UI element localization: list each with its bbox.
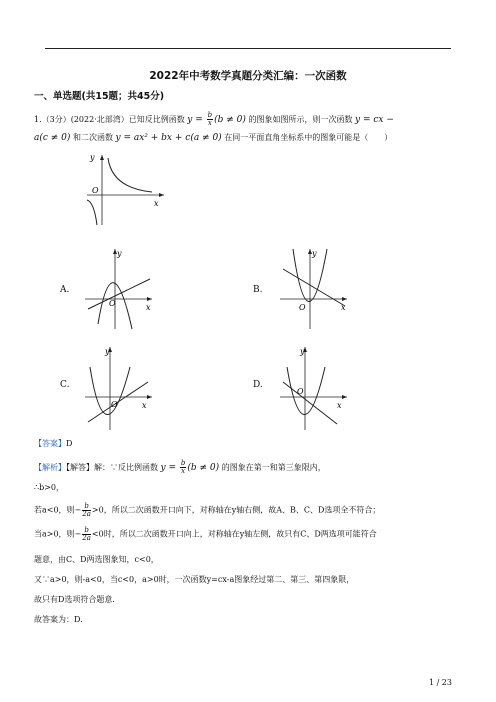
- option-a-graph: [80, 244, 160, 332]
- answer-line: [34, 438, 72, 449]
- question-line-2: a(c ≠ 0) 和二次函数 y = ax² + bx + c(a ≠ 0) 在同一平面直角坐标系中的图象可能是（ ）: [34, 133, 393, 143]
- axis-x-label: x: [341, 303, 346, 312]
- option-d-graph: [275, 342, 355, 432]
- axis-y-label: y: [90, 153, 95, 162]
- header-rule: [45, 48, 451, 49]
- analysis-line-8: 故答案为：D.: [34, 615, 83, 624]
- answer-value: D: [66, 439, 73, 448]
- page-number: 1 / 23: [428, 678, 452, 687]
- analysis-line-4: 当a>0，则− $\frac{b}{2a}$ <0时，所以二次函数开口向上，对称轴在y轴左侧，故只有C、D两选项可能符合: [34, 526, 377, 542]
- axis-x-label: x: [146, 303, 151, 312]
- question-line-1: 1.（3分）(2022·北部湾）已知反比例函数 y = $\frac{b}{x}$ (b ≠ 0) 的图象如图所示，则一次函数 y = cx −: [34, 111, 394, 127]
- option-d-label: D.: [253, 380, 263, 390]
- origin-label: O: [92, 186, 99, 195]
- hyperbola-graph: [82, 150, 172, 230]
- option-b-label: B.: [253, 285, 263, 295]
- origin-label: O: [299, 303, 306, 312]
- option-c-graph: [80, 342, 160, 432]
- section-heading: 一、单选题(共15题；共45分): [34, 91, 165, 102]
- option-c-label: C.: [60, 380, 70, 390]
- analysis-line-5: 题意，由C、D两选图象知，c<0，: [34, 555, 159, 564]
- axis-x-label: x: [154, 199, 159, 208]
- option-a-label: A.: [60, 285, 70, 295]
- axis-y-label: y: [105, 347, 110, 356]
- origin-label: O: [297, 387, 304, 396]
- origin-label: O: [109, 299, 116, 308]
- analysis-line-6: 又∵a>0，则-a<0，当c<0，a>0时，一次函数y=cx-a图象经过第二、第三、第四象限，: [34, 575, 355, 584]
- analysis-line-7: 故只有D选项符合题意.: [34, 595, 115, 604]
- axis-y-label: y: [117, 249, 122, 258]
- answer-tag: 【答案】: [34, 439, 66, 448]
- axis-y-label: y: [300, 347, 305, 356]
- axis-x-label: x: [337, 401, 342, 410]
- analysis-line-3: 若a<0，则− $\frac{b}{2a}$ >0，所以二次函数开口向下，对称轴在y轴右侧，故A、B、C、D选项全不符合；: [34, 502, 381, 518]
- analysis-tag: 【解析】: [34, 463, 66, 472]
- analysis-line-2: ∴b>0，: [34, 483, 65, 492]
- analysis-line-1: 【解析】【解答】解：∵反比例函数 y = $\frac{b}{x}$ (b ≠ 0) 的图象在第一和第三象限内，: [34, 459, 326, 475]
- origin-label: O: [111, 400, 118, 409]
- option-b-graph: [275, 244, 355, 332]
- axis-y-label: y: [312, 249, 317, 258]
- axis-x-label: x: [142, 401, 147, 410]
- page-title: 2022年中考数学真题分类汇编：一次函数: [149, 70, 347, 82]
